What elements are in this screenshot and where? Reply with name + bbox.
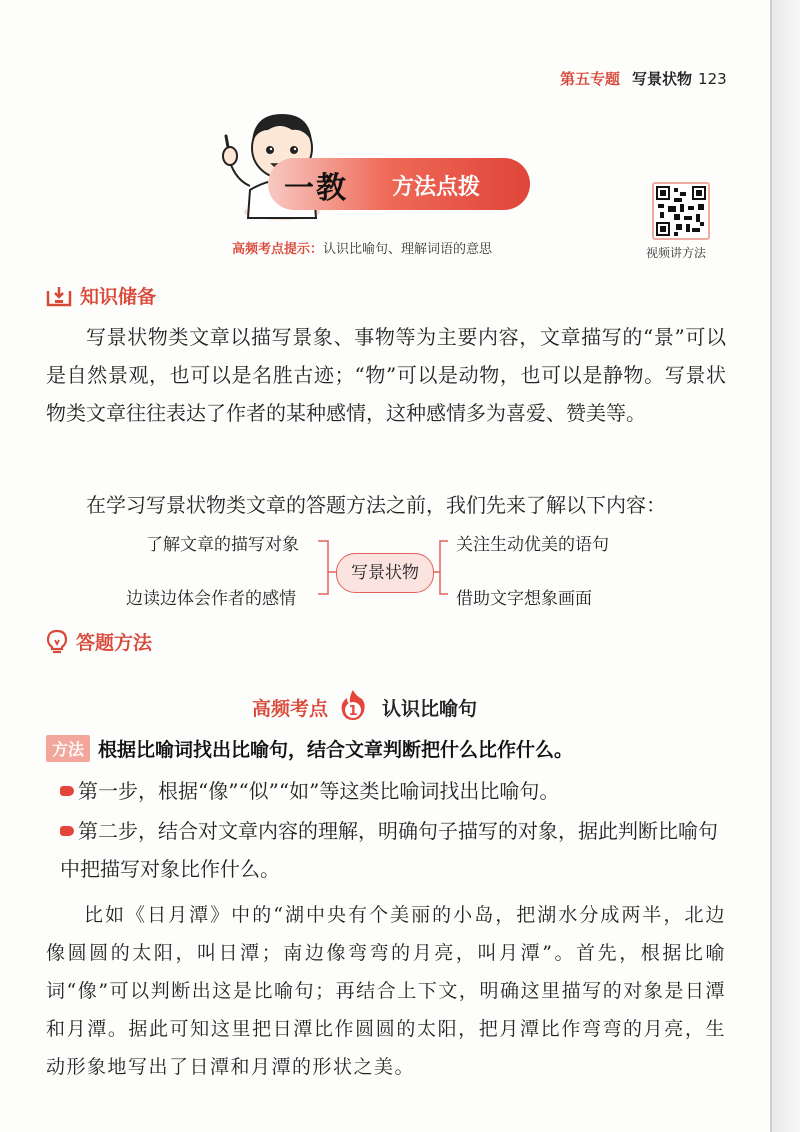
topic-number: 1 (348, 704, 358, 719)
page-number: 123 (698, 70, 727, 88)
hint-text: 认识比喻句、理解词语的意思 (323, 242, 493, 257)
step-2 (60, 812, 726, 888)
mindmap-left-top: 了解文章的描写对象 (146, 535, 299, 555)
qr-caption: 视频讲方法 (646, 246, 707, 260)
step-1-text: 第一步，根据“像”“似”“如”等这类比喻词找出比喻句。 (78, 779, 560, 803)
example-paragraph: 比如《日月潭》中的“湖中央有个美丽的小岛，把湖水分成两半，北边像圆圆的太阳，叫日潭；南边像弯弯的月亮，叫月潭”。首先，根据比喻词“像”可以判断出这是比喻句；再结合上下文，明确这里描写的对象是日潭和月潭。据此可知这里把日潭比作圆圆的太阳，把月潭比作弯弯的月亮，生动形象地写出了日潭和月潭的形状之美。 (46, 904, 726, 1078)
knowledge-heading-text: 知识储备 (80, 286, 157, 308)
banner-subtitle: 方法点拨 (392, 175, 481, 200)
method-text: 根据比喻词找出比喻句，结合文章判断把什么比作什么。 (98, 739, 574, 761)
lightbulb-icon (46, 629, 68, 655)
answer-heading (46, 628, 152, 655)
bullet-icon (60, 786, 74, 796)
knowledge-paragraph-1: 写景状物类文章以描写景象、事物等为主要内容，文章描写的“景”可以是自然景观，也可以是名胜古迹；“物”可以是动物，也可以是静物。写景状物类文章往往表达了作者的某种感情，这种感情多为喜爱、赞美等。 (46, 325, 726, 425)
banner-main-title: 一教 (284, 171, 348, 206)
method-tag: 方法 (46, 735, 90, 762)
flame-number-icon (338, 688, 368, 722)
mindmap-center: 写景状物 (336, 553, 434, 593)
topic-title (252, 688, 477, 726)
topic-label: 高频考点 (252, 697, 329, 720)
running-head-section: 第五专题 (560, 70, 621, 88)
running-head-topic: 写景状物 (632, 70, 693, 88)
topic-name: 认识比喻句 (382, 697, 478, 720)
mindmap-right-top: 关注生动优美的语句 (456, 535, 609, 555)
mindmap-right-bottom: 借助文字想象画面 (456, 589, 592, 609)
knowledge-paragraph-2: 在学习写景状物类文章的答题方法之前，我们先来了解以下内容： (86, 493, 666, 517)
bullet-icon (60, 826, 74, 836)
hint-label: 高频考点提示： (232, 242, 324, 257)
mindmap-left-bottom: 边读边体会作者的感情 (126, 589, 296, 609)
method-row (46, 735, 573, 762)
topic-badge (338, 688, 368, 726)
answer-heading-text: 答题方法 (76, 632, 153, 654)
step-1 (60, 772, 726, 810)
step-2-text: 第二步，结合对文章内容的理解，明确句子描写的对象，据此判断比喻句中把描写对象比作什么。 (60, 819, 718, 881)
